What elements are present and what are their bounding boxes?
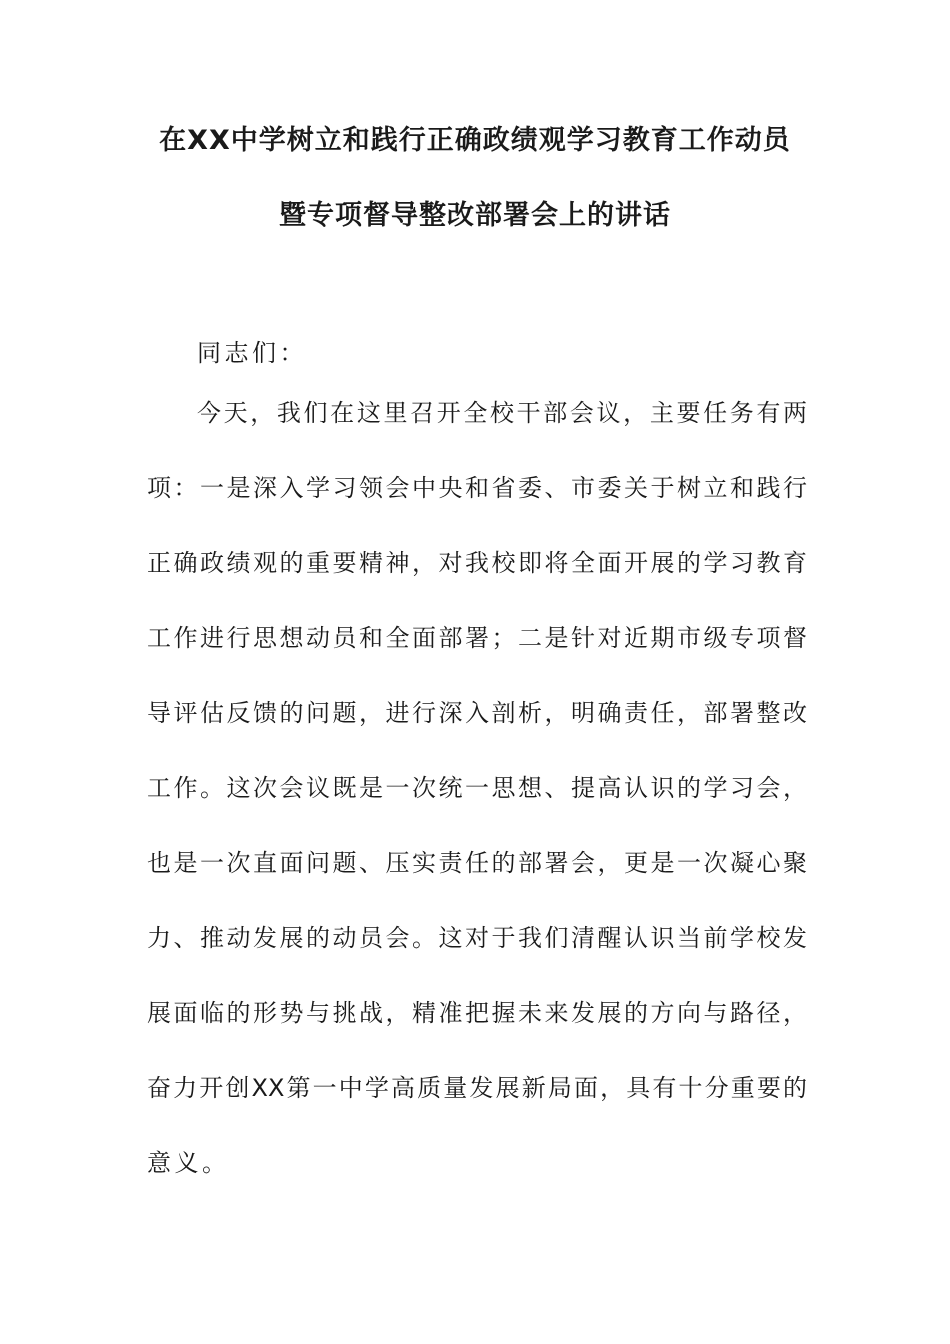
body-line: 展面临的形势与挑战，精准把握未来发展的方向与路径，	[147, 999, 807, 1027]
body-line: 意义。	[147, 1149, 230, 1177]
body-line: 项：一是深入学习领会中央和省委、市委关于树立和践行	[147, 474, 807, 502]
body-line: 工作进行思想动员和全面部署；二是针对近期市级专项督	[147, 624, 807, 652]
body-line: 工作。这次会议既是一次统一思想、提高认识的学习会，	[147, 774, 807, 802]
body-line: 也是一次直面问题、压实责任的部署会，更是一次凝心聚	[147, 849, 807, 877]
body-line: 奋力开创XX第一中学高质量发展新局面，具有十分重要的	[147, 1074, 807, 1102]
body-line: 导评估反馈的问题，进行深入剖析，明确责任，部署整改	[147, 699, 807, 727]
salutation: 同志们：	[197, 339, 307, 367]
body-line: 今天，我们在这里召开全校干部会议，主要任务有两	[197, 399, 807, 427]
body-line: 力、推动发展的动员会。这对于我们清醒认识当前学校发	[147, 924, 807, 952]
document-title-line-1: 在XX中学树立和践行正确政绩观学习教育工作动员	[159, 125, 791, 156]
document-title-line-2: 暨专项督导整改部署会上的讲话	[279, 200, 671, 231]
body-line: 正确政绩观的重要精神，对我校即将全面开展的学习教育	[147, 549, 807, 577]
